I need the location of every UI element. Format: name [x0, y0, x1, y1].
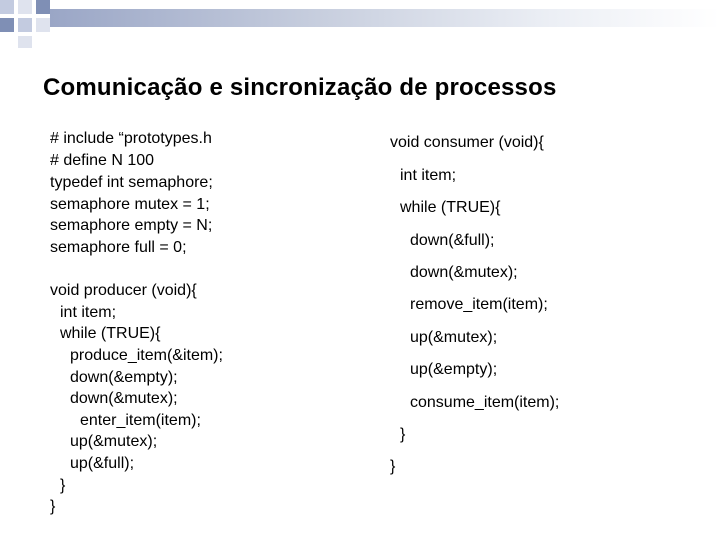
- header-decoration: [0, 0, 720, 48]
- decor-square: [0, 0, 14, 14]
- slide-title: Comunicação e sincronização de processos: [43, 74, 557, 101]
- header-band: [50, 9, 720, 27]
- decor-square: [36, 18, 50, 32]
- code-line: }: [400, 426, 406, 443]
- decor-square: [18, 18, 32, 32]
- code-line: up(&full);: [70, 455, 135, 472]
- code-line: semaphore empty = N;: [50, 217, 213, 234]
- code-line: up(&mutex);: [410, 329, 498, 346]
- code-line: while (TRUE){: [400, 199, 501, 216]
- code-line: void consumer (void){: [390, 134, 544, 151]
- code-line: produce_item(&item);: [70, 347, 223, 364]
- decor-square: [18, 36, 32, 48]
- code-line: consume_item(item);: [410, 394, 560, 411]
- code-line: typedef int semaphore;: [50, 174, 213, 191]
- code-line: int item;: [60, 304, 117, 321]
- code-line: }: [390, 458, 396, 475]
- code-line: # include “prototypes.h: [50, 130, 212, 147]
- code-line: down(&mutex);: [70, 390, 178, 407]
- decor-square: [36, 0, 50, 14]
- decor-square: [0, 18, 14, 32]
- code-line: remove_item(item);: [410, 296, 548, 313]
- code-line: int item;: [400, 167, 457, 184]
- code-line: semaphore full = 0;: [50, 239, 187, 256]
- code-line: down(&full);: [410, 232, 495, 249]
- code-line: # define N 100: [50, 152, 155, 169]
- code-line: }: [60, 477, 66, 494]
- code-line: up(&empty);: [410, 361, 498, 378]
- code-line: down(&mutex);: [410, 264, 518, 281]
- code-line: down(&empty);: [70, 369, 178, 386]
- code-line: enter_item(item);: [80, 412, 201, 429]
- decor-square: [18, 0, 32, 14]
- code-line: semaphore mutex = 1;: [50, 196, 210, 213]
- code-line: void producer (void){: [50, 282, 197, 299]
- code-line: }: [50, 498, 56, 515]
- code-line: up(&mutex);: [70, 433, 158, 450]
- code-line: while (TRUE){: [60, 325, 161, 342]
